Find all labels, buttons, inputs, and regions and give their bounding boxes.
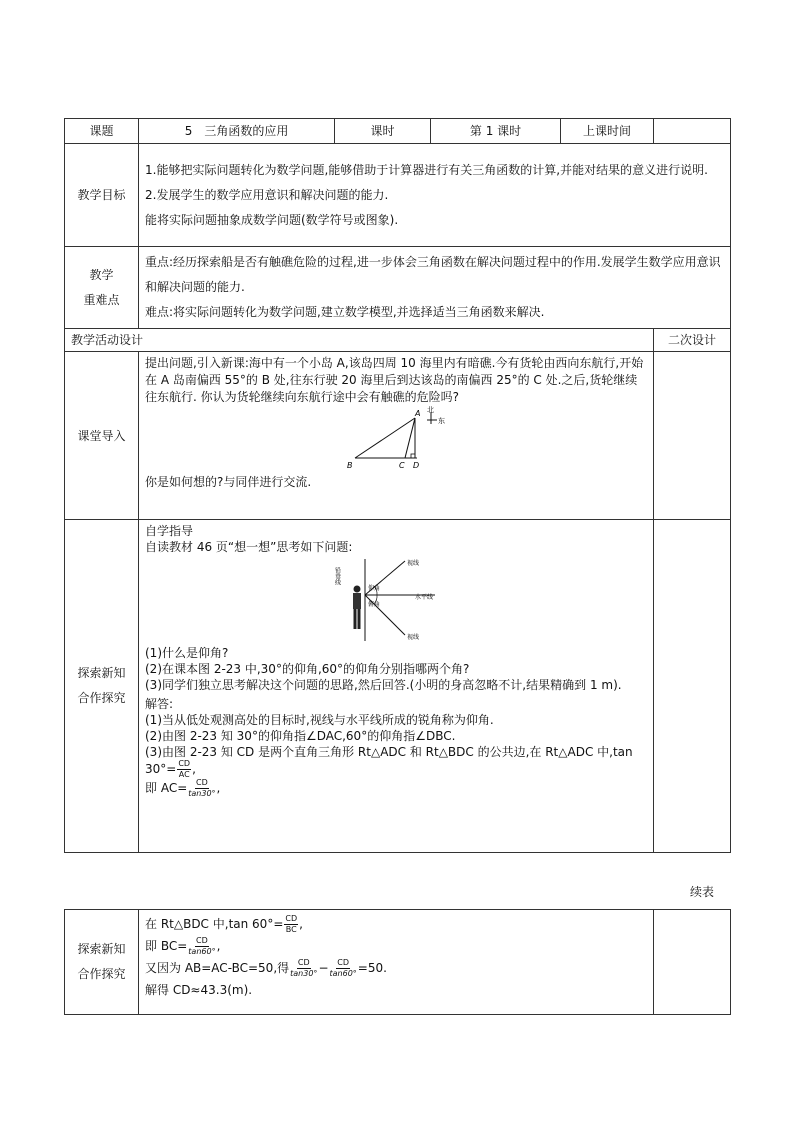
self-study-title: 自学指导 bbox=[145, 524, 194, 539]
goal-line-2: 2.发展学生的数学应用意识和解决问题的能力. bbox=[145, 187, 389, 202]
explore2-line-2: 即 BC= $\frac{CD}{\tan 60^\circ}$ , bbox=[145, 936, 221, 956]
horizontal-label: 水平线 bbox=[415, 594, 434, 602]
point-b-label: B bbox=[347, 461, 353, 471]
explore-content bbox=[139, 520, 654, 853]
vertical-line-label: 铅垂线 bbox=[333, 567, 341, 586]
lesson-plan-table bbox=[64, 118, 731, 853]
elevation-depression-diagram bbox=[315, 555, 455, 645]
period-value: 第 1 课时 bbox=[431, 119, 561, 144]
topic-value: 5 三角函数的应用 bbox=[139, 119, 335, 144]
key-points-label: 教学 重难点 bbox=[65, 247, 139, 329]
intro-label: 课堂导入 bbox=[65, 352, 139, 520]
sight-up-label: 视线 bbox=[407, 560, 420, 568]
depression-label: 俯角 bbox=[368, 601, 381, 609]
answer-3: (3)由图 2-23 知 CD 是两个直角三角形 Rt△ADC 和 Rt△BDC 的公共边,在 Rt△ADC 中,tan 30°= $\frac{CD}{AC}$ , bbox=[145, 745, 633, 780]
topic-label: 课题 bbox=[65, 119, 139, 144]
point-a-label: A bbox=[415, 409, 421, 419]
question-3: (3)同学们独立思考解决这个问题的思路,然后回答.(小明的身高忽略不计,结果精确到 1 m). bbox=[145, 678, 622, 693]
class-time-label: 上课时间 bbox=[561, 119, 654, 144]
point-c-label: C bbox=[399, 461, 405, 471]
design-header-right: 二次设计 bbox=[654, 329, 731, 352]
key-points-content bbox=[139, 247, 731, 329]
answer-label: 解答: bbox=[145, 697, 174, 712]
design-header-left: 教学活动设计 bbox=[65, 329, 654, 352]
intro-question: 你是如何想的?与同伴进行交流. bbox=[145, 475, 312, 490]
fraction-cd-ac: $\frac{CD}{AC}$ bbox=[178, 759, 191, 780]
east-label: 东 bbox=[438, 417, 445, 426]
goals-content bbox=[139, 144, 731, 247]
period-label: 课时 bbox=[335, 119, 431, 144]
ship-figure bbox=[145, 406, 647, 474]
goals-label: 教学目标 bbox=[65, 144, 139, 247]
question-2: (2)在课本图 2-23 中,30°的仰角,60°的仰角分别指哪两个角? bbox=[145, 662, 470, 677]
goal-line-1: 1.能够把实际问题转化为数学问题,能够借助于计算器进行有关三角函数的计算,并能对结果的意义进行说明. bbox=[145, 162, 708, 177]
continued-label: 续表 bbox=[690, 885, 715, 899]
fraction-cd-tan30: $\frac{CD}{\tan 30^\circ}$ bbox=[188, 778, 216, 799]
answer-1: (1)当从低处观测高处的目标时,视线与水平线所成的锐角称为仰角. bbox=[145, 713, 494, 728]
elevation-label: 仰角 bbox=[368, 585, 381, 593]
explore2-second-design bbox=[654, 910, 731, 1015]
question-1: (1)什么是仰角? bbox=[145, 646, 229, 661]
intro-text: 提出问题,引入新课:海中有一个小岛 A,该岛四周 10 海里内有暗礁.今有货轮由西向东航行,开始在 A 岛南偏西 55°的 B 处,往东行驶 20 海里后到达该岛的南偏西 25°的 C 处.之后,货轮继续往东航行. 你认为货轮继续向东航行途中会有触礁的危险吗? bbox=[145, 356, 644, 405]
ship-diagram bbox=[345, 406, 465, 474]
explore-second-design bbox=[654, 520, 731, 853]
explore2-line-1: 在 Rt△BDC 中,tan 60°= $\frac{CD}{BC}$ , bbox=[145, 914, 303, 934]
intro-second-design bbox=[654, 352, 731, 520]
sight-down-label: 视线 bbox=[407, 634, 420, 642]
north-label: 北 bbox=[427, 406, 434, 415]
answer-4: 即 AC= $\frac{CD}{\tan 30^\circ}$ , bbox=[145, 778, 221, 799]
explore2-label: 探索新知 合作探究 bbox=[65, 910, 139, 1015]
goal-line-3: 能将实际问题抽象成数学问题(数学符号或图象). bbox=[145, 212, 399, 227]
angle-figure bbox=[145, 555, 647, 645]
intro-content bbox=[139, 352, 654, 520]
difficult-point: 难点:将实际问题转化为数学问题,建立数学模型,并选择适当三角函数来解决. bbox=[145, 305, 545, 319]
explore2-content bbox=[139, 910, 654, 1015]
explore2-line-3: 又因为 AB=AC-BC=50,得 $\frac{CD}{\tan 30^\circ}$ − $\frac{CD}{\tan 60^\circ}$ =50. bbox=[145, 958, 387, 978]
class-time-value bbox=[654, 119, 731, 144]
explore-label: 探索新知 合作探究 bbox=[65, 520, 139, 853]
answer-2: (2)由图 2-23 知 30°的仰角指∠DAC,60°的仰角指∠DBC. bbox=[145, 729, 456, 744]
key-point: 重点:经历探索船是否有触礁危险的过程,进一步体会三角函数在解决问题过程中的作用.发展学生数学应用意识和解决问题的能力. bbox=[145, 255, 721, 294]
explore2-line-4: 解得 CD≈43.3(m). bbox=[145, 983, 253, 997]
reading-instruction: 自读教材 46 页“想一想”思考如下问题: bbox=[145, 540, 353, 555]
point-d-label: D bbox=[413, 461, 420, 471]
continued-table bbox=[64, 909, 731, 1015]
